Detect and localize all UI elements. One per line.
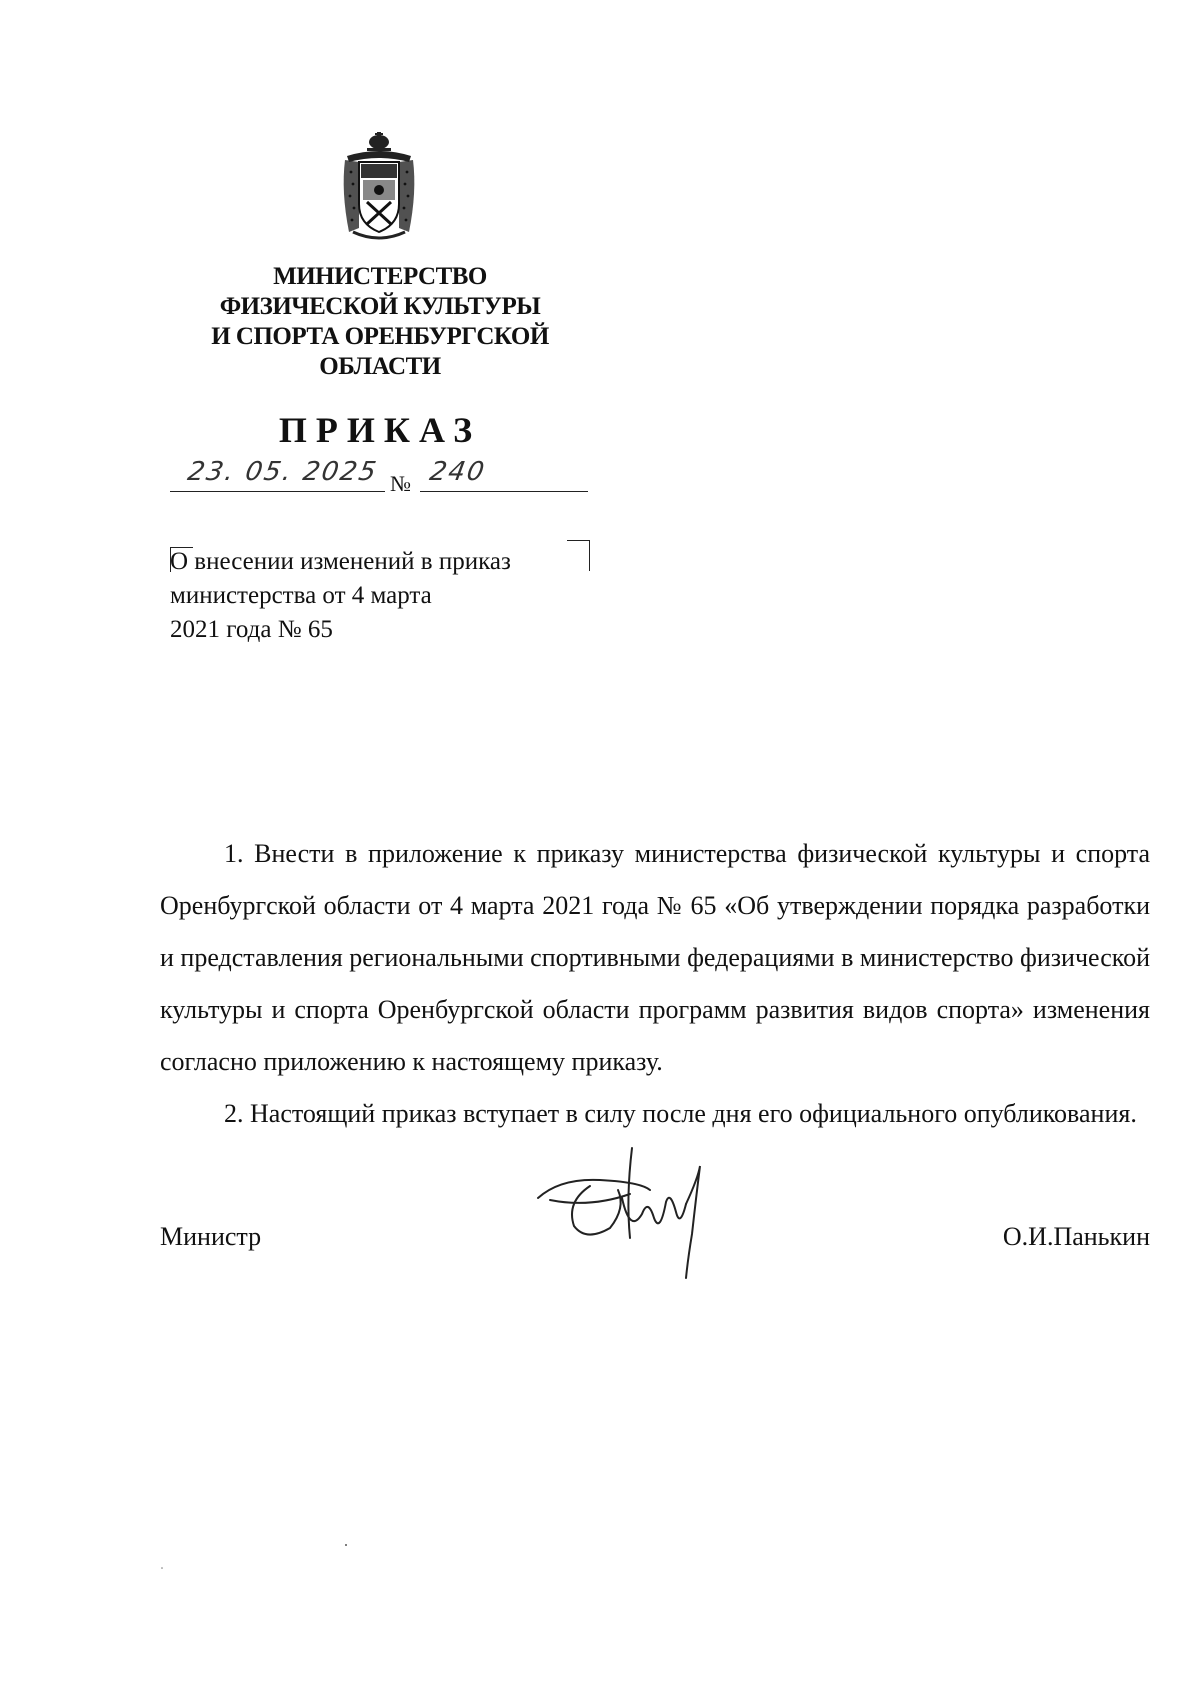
date-underline [170,491,385,492]
handwritten-number: 240 [427,457,489,487]
document-subject [170,545,600,647]
subject-line: О внесении изменений в приказ [170,548,511,575]
subject-line: 2021 года № 65 [170,616,333,643]
signatory-name: О.И.Панькин [1002,1222,1150,1251]
number-underline [420,491,588,492]
document-type-title: ПРИКАЗ [278,410,482,450]
ministry-line: И СПОРТА ОРЕНБУРГСКОЙ [211,323,549,350]
handwritten-date: 23. 05. 2025 [185,457,381,487]
body-paragraph: 1. Внести в приложение к приказу министерства физической культуры и спорта Оренбургской области от 4 марта 2021 года № 65 «Об утверждении порядка разработки и представления региональными спортивными федерациями в министерство физической культуры и спорта Оренбургской области программ развития видов спорта» изменения согласно приложению к настоящему приказу. [160,839,1150,1076]
handwritten-signature-icon [530,1138,730,1288]
signature-block [160,1222,1150,1262]
number-sign: № [390,471,411,496]
registration-line [170,455,590,497]
ministry-line: МИНИСТЕРСТВО [273,263,487,290]
signatory-title: Министр [160,1222,262,1251]
body-paragraph: 2. Настоящий приказ вступает в силу после дня его официального опубликования. [224,1099,1137,1128]
ministry-line: ФИЗИЧЕСКОЙ КУЛЬТУРЫ [219,293,541,320]
coat-of-arms-icon [337,132,421,244]
ministry-line: ОБЛАСТИ [319,353,441,380]
subject-line: министерства от 4 марта [170,582,432,609]
document-body [160,828,1150,1140]
ministry-name [180,262,580,382]
